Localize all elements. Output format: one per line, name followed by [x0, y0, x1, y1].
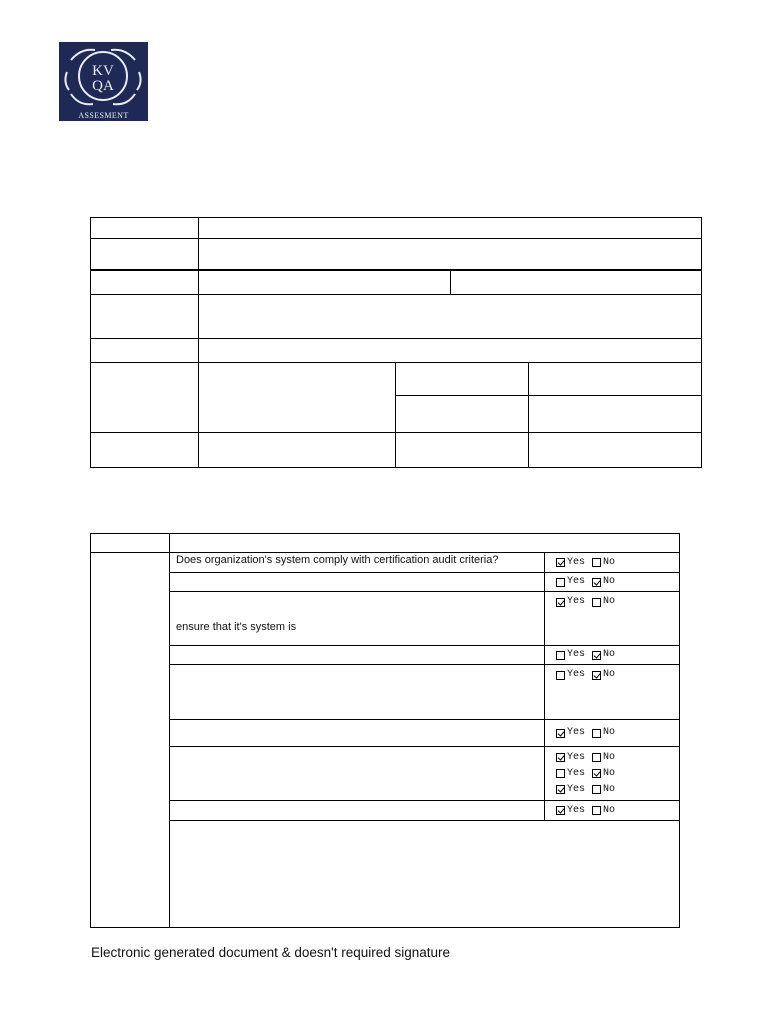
info-label-cell — [91, 363, 199, 433]
answer-line — [556, 725, 673, 741]
no-option[interactable] — [592, 574, 615, 590]
answer-line — [556, 750, 673, 766]
no-option[interactable] — [592, 725, 615, 741]
answer-line — [556, 667, 673, 683]
checkbox-no-checked[interactable] — [592, 578, 601, 587]
yes-option[interactable] — [556, 750, 585, 766]
info-value-cell — [396, 433, 529, 468]
question-row — [91, 720, 680, 747]
yes-label: Yes — [567, 576, 586, 587]
question-text: Does organization's system comply with certification audit criteria? — [170, 553, 545, 573]
question-row — [91, 592, 680, 646]
yes-label: Yes — [567, 727, 586, 738]
logo-emblem-icon — [59, 42, 148, 121]
question-text — [170, 801, 545, 821]
info-value-cell — [199, 339, 702, 363]
info-value-cell — [451, 270, 702, 295]
info-label-cell — [91, 433, 199, 468]
question-text — [170, 573, 545, 592]
info-label-cell — [91, 218, 199, 239]
yes-label: Yes — [567, 556, 586, 568]
answer-line — [556, 766, 673, 782]
no-label: No — [603, 751, 616, 763]
info-value-cell — [396, 396, 529, 433]
info-value-cell — [396, 363, 529, 396]
no-option[interactable] — [592, 647, 615, 663]
checkbox-no-checked[interactable] — [592, 671, 601, 680]
checkbox-no[interactable] — [592, 806, 601, 815]
question-row — [91, 801, 680, 821]
company-logo — [59, 42, 148, 121]
no-label: No — [603, 804, 616, 816]
yes-option[interactable] — [556, 594, 585, 610]
yes-option[interactable] — [556, 647, 585, 663]
checkbox-yes-checked[interactable] — [556, 785, 565, 794]
answer-cell — [545, 592, 680, 646]
info-row — [91, 270, 702, 295]
checkbox-yes-checked[interactable] — [556, 753, 565, 762]
info-value-cell — [199, 433, 396, 468]
info-value-cell — [529, 363, 702, 396]
checkbox-yes[interactable] — [556, 769, 565, 778]
answer-line — [556, 647, 673, 663]
answer-cell — [545, 573, 680, 592]
checkbox-no[interactable] — [592, 598, 601, 607]
info-row — [91, 433, 702, 468]
info-row — [91, 295, 702, 339]
section-label-cell — [91, 553, 170, 928]
no-label: No — [603, 596, 616, 607]
yes-option[interactable] — [556, 725, 585, 741]
info-value-cell — [199, 239, 702, 270]
no-label: No — [603, 556, 616, 568]
info-table — [90, 217, 702, 468]
checkbox-yes-checked[interactable] — [556, 598, 565, 607]
checkbox-yes-checked[interactable] — [556, 729, 565, 738]
checkbox-yes-checked[interactable] — [556, 806, 565, 815]
question-text — [170, 720, 545, 747]
info-value-cell — [199, 363, 396, 433]
checkbox-no-checked[interactable] — [592, 651, 601, 660]
yes-label: Yes — [567, 767, 586, 779]
no-option[interactable] — [592, 667, 615, 683]
yes-option[interactable] — [556, 555, 585, 571]
checkbox-no[interactable] — [592, 729, 601, 738]
checkbox-yes[interactable] — [556, 651, 565, 660]
yes-option[interactable] — [556, 782, 585, 798]
yes-option[interactable] — [556, 667, 585, 683]
logo-monogram-top: KV — [92, 63, 114, 79]
info-label-cell — [91, 295, 199, 339]
answer-cell — [545, 720, 680, 747]
info-value-cell — [199, 295, 702, 339]
comments-cell — [170, 821, 680, 928]
question-text — [170, 665, 545, 720]
yes-label: Yes — [567, 596, 586, 607]
checkbox-yes-checked[interactable] — [556, 558, 565, 567]
logo-caption: ASSESMENT — [78, 111, 129, 120]
checkbox-yes[interactable] — [556, 578, 565, 587]
answer-line — [556, 574, 673, 590]
answer-line — [556, 782, 673, 798]
question-row — [91, 573, 680, 592]
yes-option[interactable] — [556, 803, 585, 819]
question-row — [91, 747, 680, 801]
info-value-cell — [199, 270, 451, 295]
yes-label: Yes — [567, 751, 586, 763]
checklist-header-cell — [91, 534, 170, 553]
info-row — [91, 339, 702, 363]
question-text: ensure that it's system is — [170, 592, 545, 646]
comments-row — [91, 821, 680, 928]
no-label: No — [603, 767, 616, 779]
no-label: No — [603, 649, 616, 660]
footer-note: Electronic generated document & doesn't required signature — [91, 945, 451, 960]
info-value-cell — [529, 433, 702, 468]
checkbox-no[interactable] — [592, 753, 601, 762]
checkbox-yes[interactable] — [556, 671, 565, 680]
answer-line — [556, 555, 673, 571]
audit-checklist-table — [90, 533, 680, 928]
answer-cell — [545, 553, 680, 573]
no-option[interactable] — [592, 555, 615, 571]
no-label: No — [603, 727, 616, 738]
no-option[interactable] — [592, 750, 615, 766]
no-label: No — [603, 669, 616, 680]
yes-option[interactable] — [556, 574, 585, 590]
yes-label: Yes — [567, 804, 586, 816]
info-label-cell — [91, 239, 199, 270]
yes-label: Yes — [567, 669, 586, 680]
question-row — [91, 665, 680, 720]
checkbox-no[interactable] — [592, 558, 601, 567]
checklist-header-cell — [170, 534, 680, 553]
no-label: No — [603, 783, 616, 795]
info-row — [91, 239, 702, 270]
info-value-cell — [529, 396, 702, 433]
question-row — [91, 646, 680, 665]
checklist-header-row — [91, 534, 680, 553]
yes-label: Yes — [567, 649, 586, 660]
checkbox-no[interactable] — [592, 785, 601, 794]
info-value-cell — [199, 218, 702, 239]
checkbox-no-checked[interactable] — [592, 769, 601, 778]
no-option[interactable] — [592, 594, 615, 610]
yes-label: Yes — [567, 783, 586, 795]
answer-line — [556, 803, 673, 819]
question-text — [170, 646, 545, 665]
answer-cell — [545, 646, 680, 665]
info-row — [91, 363, 702, 396]
question-text — [170, 747, 545, 801]
answer-cell — [545, 747, 680, 801]
no-option[interactable] — [592, 782, 615, 798]
question-row — [91, 553, 680, 573]
info-label-cell — [91, 339, 199, 363]
no-option[interactable] — [592, 766, 615, 782]
answer-cell — [545, 801, 680, 821]
answer-line — [556, 594, 673, 610]
info-label-cell — [91, 270, 199, 295]
info-row — [91, 218, 702, 239]
yes-option[interactable] — [556, 766, 585, 782]
logo-monogram-bottom: QA — [92, 78, 114, 94]
answer-cell — [545, 665, 680, 720]
no-option[interactable] — [592, 803, 615, 819]
no-label: No — [603, 576, 616, 587]
